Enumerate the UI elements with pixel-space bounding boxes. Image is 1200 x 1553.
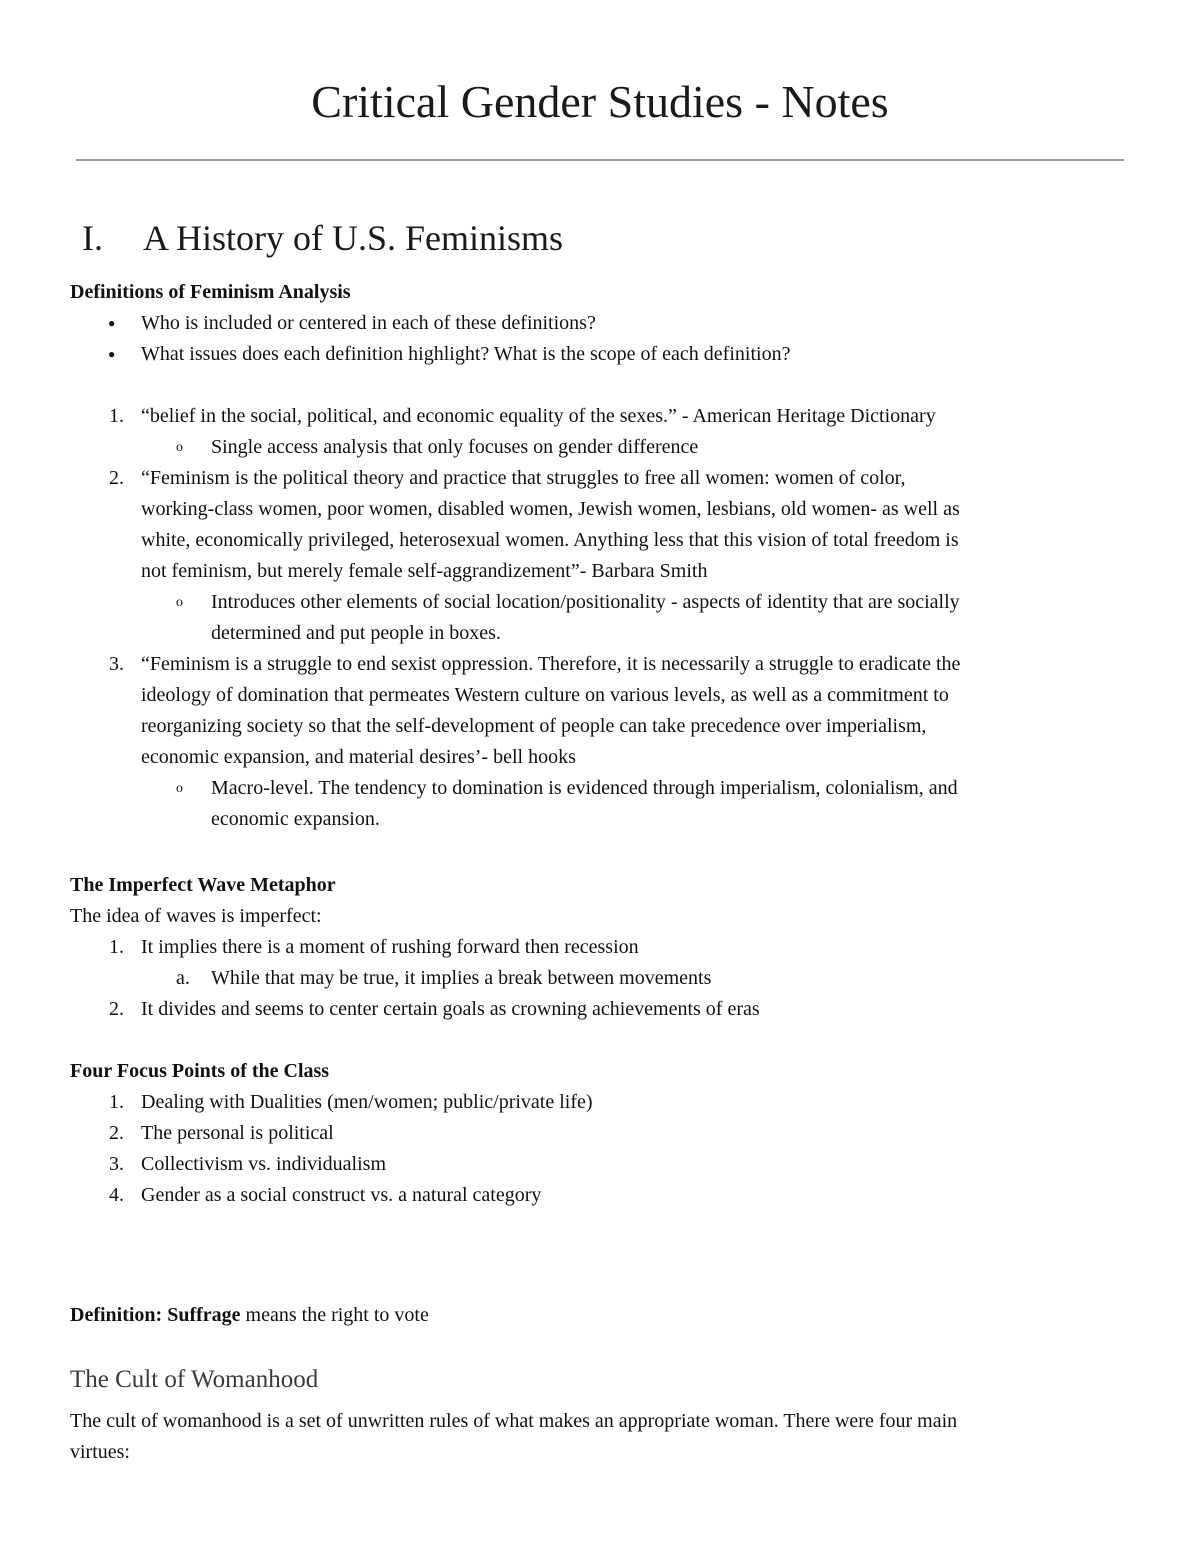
list-item: 3. “Feminism is a struggle to end sexist oppression. Therefore, it is necessarily a struggle to eradicate the ideology of domination that permeates Western culture on various levels, as well as a commitment to reorganizing society so that the self-development of people can take precedence over imperialism, economic expansion, and material desires’- bell hooks — [70, 649, 1130, 773]
list-item: 4. Gender as a social construct vs. a natural category — [70, 1180, 1130, 1211]
sub-list-item: o Single access analysis that only focuses on gender difference — [70, 432, 1130, 463]
section-heading — [0, 212, 1000, 264]
sub-list-item: o Introduces other elements of social location/positionality - aspects of identity that are socially determined and put people in boxes. — [70, 587, 1130, 649]
list-item: 3. Collectivism vs. individualism — [70, 1149, 1130, 1180]
circle-bullet-icon: o — [176, 595, 183, 610]
list-item: 2. “Feminism is the political theory and practice that struggles to free all women: women of color, working-class women, poor women, disabled women, Jewish women, lesbians, old women- as well as white, economically privileged, heterosexual women. Anything less that this vision of total freedom is not feminism, but merely female self-aggrandizement”- Barbara Smith — [70, 463, 1130, 587]
sub-list-item: o Macro-level. The tendency to domination is evidenced through imperialism, colonialism, and economic expansion. — [70, 773, 1130, 835]
definitions-section — [70, 277, 1130, 835]
cult-paragraph: The cult of womanhood is a set of unwritten rules of what makes an appropriate woman. There were four main virtues: — [70, 1410, 958, 1463]
list-number: 2. — [109, 1122, 124, 1144]
definitions-heading: Definitions of Feminism Analysis — [70, 281, 351, 303]
section-title: A History of U.S. Feminisms — [143, 218, 564, 258]
list-number: 2. — [109, 998, 124, 1020]
list-number: 1. — [109, 405, 124, 427]
list-item: 2. The personal is political — [70, 1118, 1130, 1149]
list-item: 1. It implies there is a moment of rushing forward then recession — [70, 932, 1130, 963]
list-number: 1. — [109, 936, 124, 958]
focus-section — [70, 1056, 1130, 1211]
list-item: 2. It divides and seems to center certain goals as crowning achievements of eras — [70, 994, 1130, 1025]
list-item: ● Who is included or centered in each of these definitions? — [70, 308, 1130, 339]
sub-list-item: a. While that may be true, it implies a break between movements — [70, 963, 1130, 994]
list-number: 2. — [109, 467, 124, 489]
list-item: 1. “belief in the social, political, and economic equality of the sexes.” - American Heritage Dictionary — [70, 401, 1130, 432]
section-number: I. — [82, 218, 103, 258]
list-item: ● What issues does each definition highlight? What is the scope of each definition? — [70, 339, 1130, 370]
definition-text: means the right to vote — [240, 1304, 429, 1326]
bullet-icon: ● — [108, 347, 116, 361]
title-divider — [76, 159, 1124, 161]
list-item: 1. Dealing with Dualities (men/women; public/private life) — [70, 1087, 1130, 1118]
circle-bullet-icon: o — [176, 440, 183, 455]
wave-intro: The idea of waves is imperfect: — [70, 905, 322, 927]
list-number: 4. — [109, 1184, 124, 1206]
document-title: Critical Gender Studies - Notes — [311, 76, 889, 127]
cult-heading: The Cult of Womanhood — [70, 1366, 319, 1393]
list-number: 1. — [109, 1091, 124, 1113]
bullet-icon: ● — [108, 316, 116, 330]
focus-heading: Four Focus Points of the Class — [70, 1060, 330, 1082]
definition-label: Definition: — [70, 1304, 163, 1326]
circle-bullet-icon: o — [176, 781, 183, 796]
wave-section — [70, 870, 1130, 1025]
wave-heading: The Imperfect Wave Metaphor — [70, 874, 336, 896]
list-letter: a. — [176, 967, 190, 989]
definition-term: Suffrage — [167, 1304, 241, 1326]
suffrage-definition — [70, 1300, 1130, 1331]
list-number: 3. — [109, 653, 124, 675]
list-number: 3. — [109, 1153, 124, 1175]
